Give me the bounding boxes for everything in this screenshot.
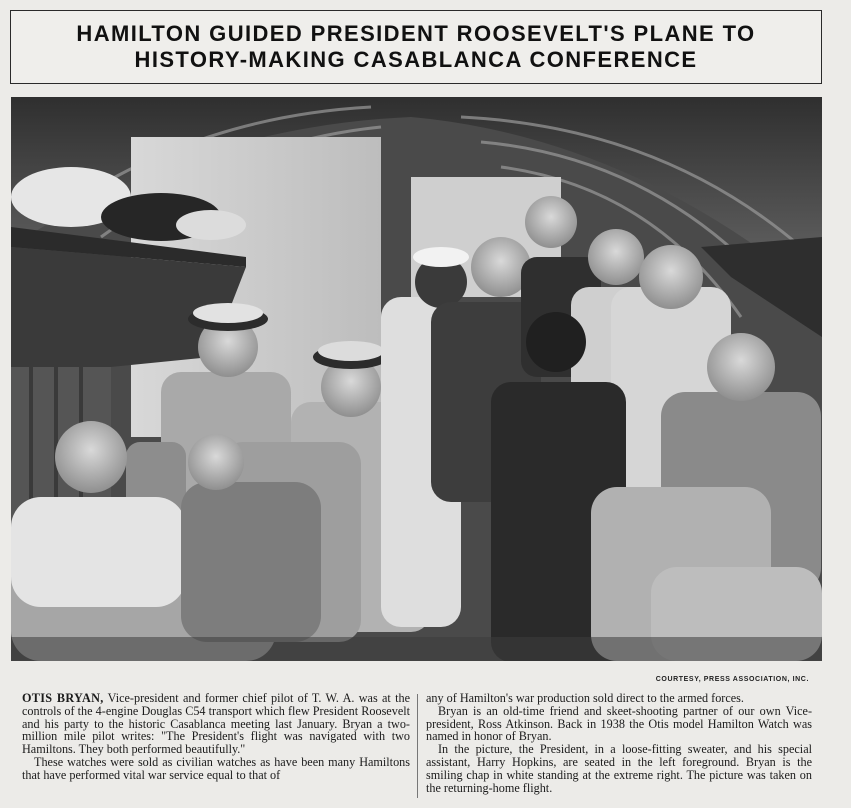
headline-line-1: HAMILTON GUIDED PRESIDENT ROOSEVELT'S PLANE TO	[76, 21, 756, 46]
article-lead-name: OTIS BRYAN,	[22, 691, 104, 705]
cabin-photo	[11, 97, 822, 661]
headline-line-2: HISTORY-MAKING CASABLANCA CONFERENCE	[134, 47, 698, 72]
article-right-paragraph-2: Bryan is an old-time friend and skeet-shooting partner of our own Vice-president, Ross Atkinson. Back in 1938 the Otis model Hamilton Watch was named in honor of Bryan.	[426, 703, 812, 744]
article-column-left	[22, 692, 410, 782]
headline-box	[10, 10, 822, 84]
article-left-paragraph-2: These watches were sold as civilian watches as have been many Hamiltons that have performed vital war service equal to that of	[22, 754, 410, 782]
article-right-paragraph-3: In the picture, the President, in a loose-fitting sweater, and his special assistant, Harry Hopkins, are seated in the left foreground. Bryan is the smiling chap in white standing at the extreme right. The picture was taken on the returning-home flight.	[426, 742, 812, 795]
article-column-right	[426, 692, 812, 794]
article-left-paragraph-1-text: Vice-president and former chief pilot of T. W. A. was at the controls of the 4-engine Douglas C54 transport which flew President Roosevelt and his party to the historic Casablanca meeting last January. Bryan a two-million mile pilot writes: "The President's flight was navigated with two Hamiltons. They both performed beautifully."	[22, 691, 410, 757]
photo-credit: COURTESY, PRESS ASSOCIATION, INC.	[655, 676, 809, 683]
article-left-paragraph-1	[22, 692, 410, 756]
cabin-photo-illustration	[11, 97, 822, 661]
article-right-paragraph-1: any of Hamilton's war production sold direct to the armed forces.	[426, 691, 744, 705]
column-divider	[417, 694, 418, 798]
